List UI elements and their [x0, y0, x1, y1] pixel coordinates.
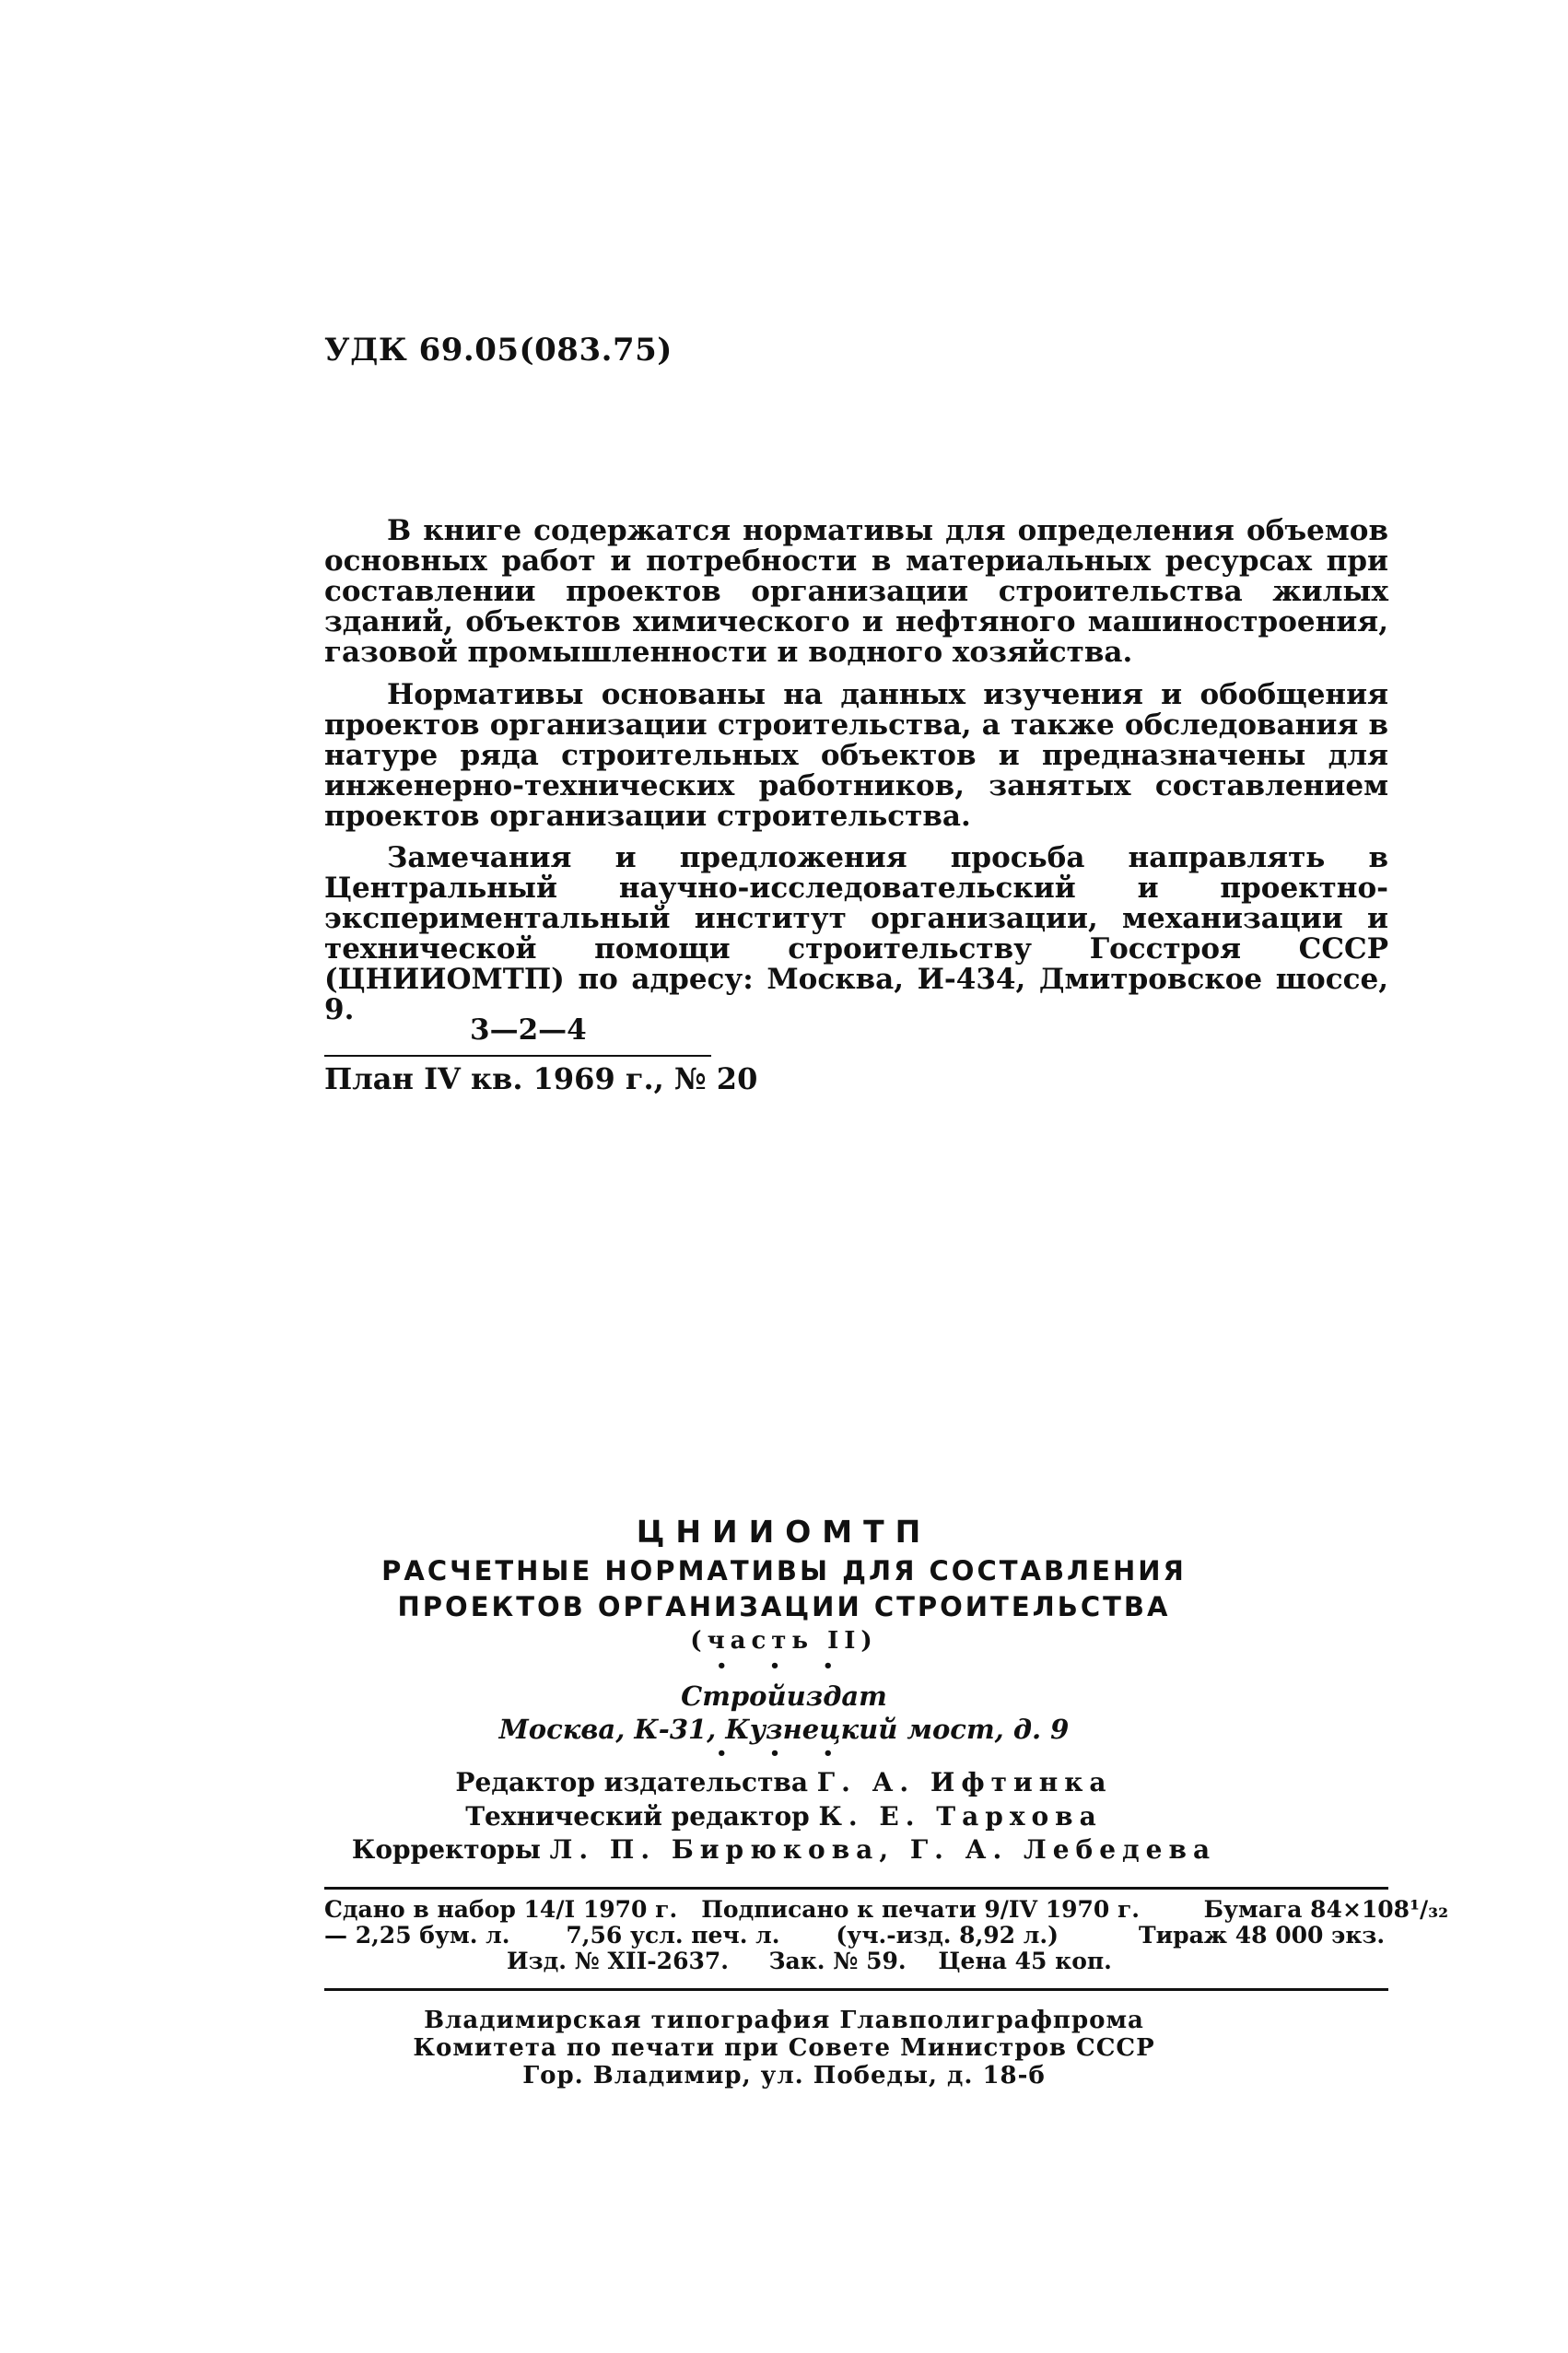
imprint-print-sheets: 7,56 усл. печ. л. — [566, 1922, 780, 1949]
editor-credit — [0, 1767, 1568, 1797]
imprint-print-run: Тираж 48 000 экз. — [1138, 1922, 1386, 1949]
classification-divider — [324, 1055, 711, 1057]
imprint-typeset-date: Сдано в набор 14/I 1970 г. — [324, 1896, 678, 1923]
imprint-order-number: Зак. № 59. — [768, 1948, 907, 1974]
imprint-paper-sheets: — 2,25 бум. л. — [324, 1922, 510, 1949]
udk-code: УДК 69.05(083.75) — [324, 332, 673, 369]
separator-dots: • • • — [716, 1656, 852, 1676]
imprint-rule-top — [324, 1887, 1388, 1890]
printer-line-3: Гор. Владимир, ул. Победы, д. 18-б — [522, 2062, 1046, 2090]
imprint-edition-number: Изд. № XII-2637. — [507, 1948, 729, 1974]
paragraph-2 — [324, 680, 1388, 832]
plan-reference: План IV кв. 1969 г., № 20 — [324, 1061, 758, 1096]
book-title-line-1: РАСЧЕТНЫЕ НОРМАТИВЫ ДЛЯ СОСТАВЛЕНИЯ — [381, 1555, 1187, 1586]
imprint-publisher-sheets: (уч.-изд. 8,92 л.) — [836, 1922, 1059, 1949]
paragraph-1 — [324, 516, 1388, 668]
organization-name: ЦНИИОМТП — [636, 1514, 932, 1550]
imprint-price: Цена 45 коп. — [938, 1948, 1112, 1974]
paragraph-3 — [324, 843, 1388, 1025]
tech-editor-credit — [0, 1801, 1568, 1832]
correctors-role: Корректоры — [351, 1834, 541, 1865]
book-title-line-2: ПРОЕКТОВ ОРГАНИЗАЦИИ СТРОИТЕЛЬСТВА — [397, 1591, 1171, 1622]
imprint-line-1 — [324, 1898, 1448, 1922]
classification-code: 3—2—4 — [470, 1013, 587, 1047]
paragraph-3-text: Замечания и предложения просьба направлять в Центральный научно-исследовательский и проектно-экспериментальный институт организации, механизации и технической помощи строительству Госстроя СССР (ЦНИИОМТП) по адресу: Москва, И-434, Дмитровское шоссе, 9. — [324, 841, 1388, 1026]
publisher-name: Стройиздат — [681, 1680, 887, 1712]
paragraph-1-text: В книге содержатся нормативы для определения объемов основных работ и потребности в материальных ресурсах при составлении проектов организации строительства жилых зданий, объектов химического и нефтяного машиностроения, газовой промышленности и водного хозяйства. — [324, 514, 1388, 669]
printer-line-2: Комитета по печати при Совете Министров СССР — [413, 2034, 1155, 2062]
correctors-credit — [0, 1834, 1568, 1865]
publisher-address: Москва, К-31, Кузнецкий мост, д. 9 — [498, 1714, 1070, 1745]
separator-dots: • • • — [716, 1744, 852, 1763]
editor-role: Редактор издательства — [455, 1767, 809, 1797]
tech-editor-role: Технический редактор — [465, 1801, 810, 1832]
tech-editor-name: К. Е. Тархова — [818, 1801, 1103, 1832]
imprint-line-2 — [324, 1924, 1385, 1948]
book-part: (часть II) — [690, 1627, 878, 1655]
imprint-line-3 — [507, 1949, 1112, 1973]
imprint-signed-date: Подписано к печати 9/IV 1970 г. — [701, 1896, 1141, 1923]
printer-line-1: Владимирская типография Главполиграфпрома — [424, 2007, 1144, 2034]
editor-name: Г. А. Ифтинка — [816, 1767, 1113, 1797]
imprint-paper: Бумага 84×108¹/₃₂ — [1203, 1896, 1449, 1923]
paragraph-2-text: Нормативы основаны на данных изучения и обобщения проектов организации строительства, а также обследования в натуре ряда строительных объектов и предназначены для инженерно-технических работников, занятых составлением проектов организации строительства. — [324, 678, 1388, 833]
imprint-rule-bottom — [324, 1988, 1388, 1991]
correctors-names: Л. П. Бирюкова, Г. А. Лебедева — [549, 1834, 1217, 1865]
